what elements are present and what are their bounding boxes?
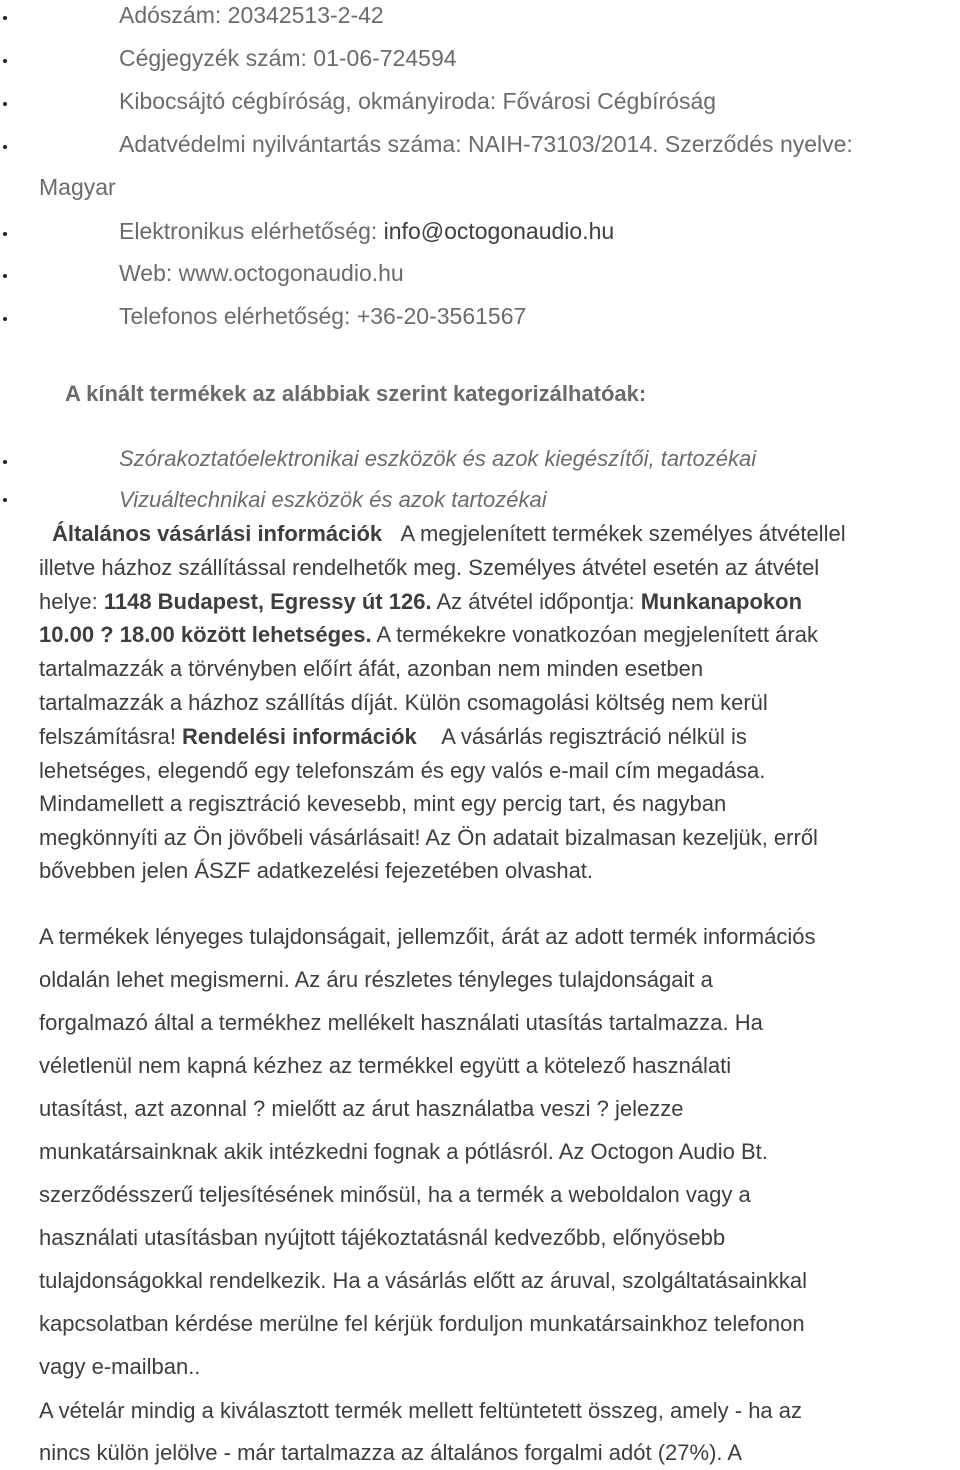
email-link[interactable]: info@octogonaudio.hu bbox=[383, 218, 615, 244]
products-line: A termékek lényeges tulajdonságait, jellemzőit, árát az adott termék információs bbox=[39, 924, 816, 949]
general-info-text: A megjelenített termékek személyes átvétellel bbox=[400, 521, 846, 546]
bullet-dot bbox=[3, 460, 7, 464]
email-label: Elektronikus elérhetőség: bbox=[119, 218, 384, 244]
products-line: kapcsolatban kérdése merülne fel kérjük forduljon munkatársainkhoz telefonon bbox=[39, 1311, 805, 1336]
price-info-text: A termékekre vonatkozóan megjelenített árak bbox=[371, 622, 818, 647]
web-address[interactable]: Web: www.octogonaudio.hu bbox=[119, 260, 404, 286]
products-line: utasítást, azt azonnal ? mielőtt az árut használatba veszi ? jelezze bbox=[39, 1096, 684, 1121]
general-info-heading: Általános vásárlási információk bbox=[52, 521, 383, 546]
pickup-time-label: Az átvétel időpontja: bbox=[431, 589, 641, 614]
pickup-address: 1148 Budapest, Egressy út 126. bbox=[103, 589, 432, 614]
general-info-line-6: tartalmazzák a házhoz szállítás díját. Külön csomagolási költség nem kerül bbox=[39, 690, 768, 715]
bullet-dot bbox=[3, 102, 7, 106]
pickup-days: Munkanapokon bbox=[640, 589, 803, 614]
bullet-dot bbox=[3, 274, 7, 278]
company-registry-number: Cégjegyzék szám: 01-06-724594 bbox=[119, 45, 457, 71]
general-info-line-7 bbox=[39, 724, 747, 750]
categories-heading: A kínált termékek az alábbiak szerint kategorizálhatóak: bbox=[65, 381, 647, 406]
products-line: használati utasításban nyújtott tájékoztatásnál kedvezőbb, előnyösebb bbox=[39, 1225, 726, 1250]
category-item: Szórakoztatóelektronikai eszközök és azok kiegészítői, tartozékai bbox=[119, 446, 757, 471]
ordering-info-heading: Rendelési információk bbox=[182, 724, 417, 749]
products-line: véletlenül nem kapná kézhez az termékkel együtt a kötelező használati bbox=[39, 1053, 732, 1078]
fee-text: felszámításra! bbox=[39, 724, 183, 749]
category-item: Vizuáltechnikai eszközök és azok tartozékai bbox=[119, 487, 547, 512]
bullet-dot bbox=[3, 59, 7, 63]
general-info-line-11: bővebben jelen ÁSZF adatkezelési fejezetében olvashat. bbox=[39, 858, 594, 883]
general-info-line-8: lehetséges, elegendő egy telefonszám és egy valós e-mail cím megadása. bbox=[39, 758, 766, 783]
general-info-line-1 bbox=[52, 521, 846, 547]
phone-contact: Telefonos elérhetőség: +36-20-3561567 bbox=[119, 303, 527, 329]
pickup-hours: 10.00 ? 18.00 között lehetséges. bbox=[39, 622, 372, 647]
general-info-line-4 bbox=[39, 622, 818, 648]
products-line: szerződésszerű teljesítésének minősül, ha a termék a weboldalon vagy a bbox=[39, 1182, 751, 1207]
general-info-line-9: Mindamellett a regisztráció kevesebb, mint egy percig tart, és nagyban bbox=[39, 791, 727, 816]
products-line: tulajdonságokkal rendelkezik. Ha a vásárlás előtt az áruval, szolgáltatásainkkal bbox=[39, 1268, 807, 1293]
issuing-court: Kibocsájtó cégbíróság, okmányiroda: Fővárosi Cégbíróság bbox=[119, 88, 717, 114]
general-info-line-5: tartalmazzák a törvényben előírt áfát, azonban nem minden esetben bbox=[39, 656, 704, 681]
contract-language: Magyar bbox=[39, 174, 116, 200]
bullet-dot bbox=[3, 145, 7, 149]
email-line bbox=[119, 218, 614, 245]
general-info-line-10: megkönnyíti az Ön jövőbeli vásárlásait! Az Ön adatait bizalmasan kezeljük, erről bbox=[39, 825, 818, 850]
price-line: A vételár mindig a kiválasztott termék mellett feltüntetett összeg, amely - ha az bbox=[39, 1398, 803, 1423]
price-line: nincs külön jelölve - már tartalmazza az általános forgalmi adót (27%). A bbox=[39, 1440, 743, 1465]
data-protection-registry: Adatvédelmi nyilvántartás száma: NAIH-73103/2014. Szerződés nyelve: bbox=[119, 131, 853, 157]
bullet-dot bbox=[3, 232, 7, 236]
bullet-dot bbox=[3, 16, 7, 20]
pickup-label: helye: bbox=[39, 589, 104, 614]
products-line: vagy e-mailban.. bbox=[39, 1354, 201, 1379]
ordering-info-text: A vásárlás regisztráció nélkül is bbox=[441, 724, 747, 749]
tax-number: Adószám: 20342513-2-42 bbox=[119, 2, 384, 28]
general-info-line-2: illetve házhoz szállítással rendelhetők meg. Személyes átvétel esetén az átvétel bbox=[39, 555, 820, 580]
products-line: forgalmazó által a termékhez mellékelt használati utasítás tartalmazza. Ha bbox=[39, 1010, 763, 1035]
general-info-line-3 bbox=[39, 589, 802, 615]
products-line: oldalán lehet megismerni. Az áru részletes tényleges tulajdonságait a bbox=[39, 967, 713, 992]
bullet-dot bbox=[3, 317, 7, 321]
bullet-dot bbox=[3, 498, 7, 502]
products-line: munkatársainknak akik intézkedni fognak a pótlásról. Az Octogon Audio Bt. bbox=[39, 1139, 768, 1164]
